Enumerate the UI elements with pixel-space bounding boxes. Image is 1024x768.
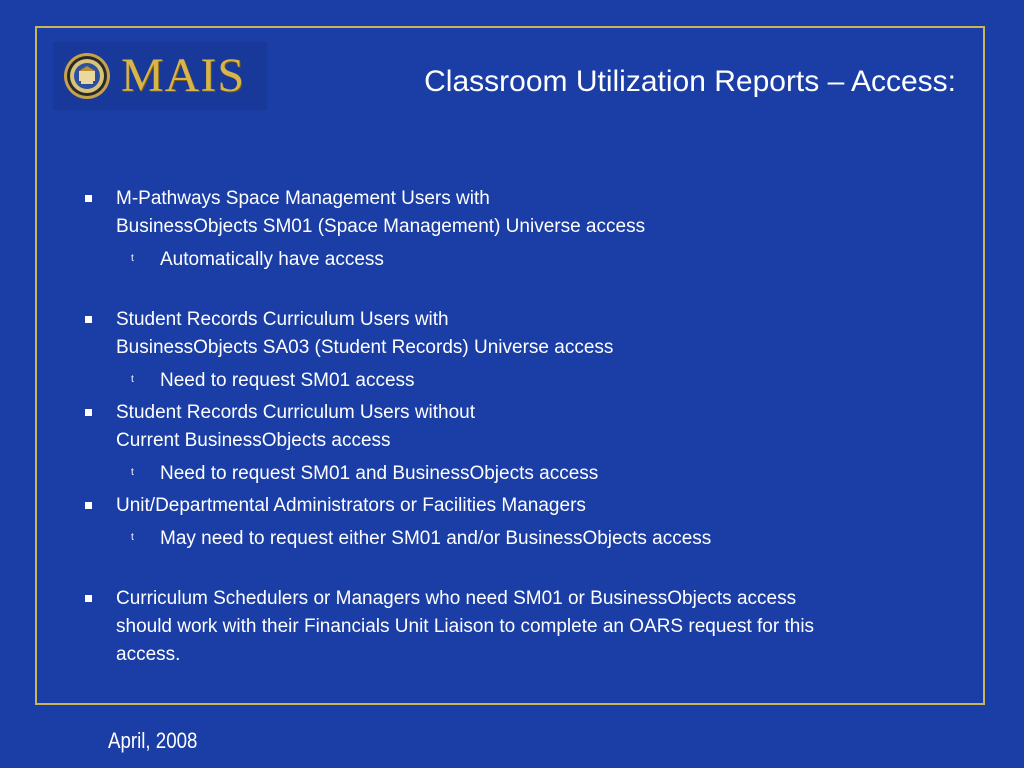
list-item xyxy=(82,585,962,669)
square-bullet-icon xyxy=(85,595,92,602)
list-item-line: BusinessObjects SA03 (Student Records) Universe access xyxy=(116,337,614,358)
mais-logo xyxy=(53,42,267,110)
list-item-line: Student Records Curriculum Users with xyxy=(116,309,449,330)
sub-bullet-icon: t xyxy=(131,532,134,543)
list-item-line: Unit/Departmental Administrators or Facilities Managers xyxy=(116,495,586,516)
square-bullet-icon xyxy=(85,195,92,202)
square-bullet-icon xyxy=(85,409,92,416)
list-item-line: should work with their Financials Unit Liaison to complete an OARS request for this xyxy=(116,616,815,637)
sub-list-item xyxy=(82,246,962,274)
sub-bullet-icon: t xyxy=(131,467,134,478)
sub-list-item-text: Automatically have access xyxy=(160,249,384,270)
list-item xyxy=(82,492,962,520)
sub-list-item-text: May need to request either SM01 and/or BusinessObjects access xyxy=(160,528,712,549)
sub-list-item-text: Need to request SM01 access xyxy=(160,370,415,391)
square-bullet-icon xyxy=(85,502,92,509)
list-item xyxy=(82,185,962,241)
sub-bullet-icon: t xyxy=(131,253,134,264)
sub-bullet-icon: t xyxy=(131,374,134,385)
sub-list-item xyxy=(82,460,962,488)
bullet-list xyxy=(82,185,962,669)
sub-list-item xyxy=(82,367,962,395)
list-item-line: access. xyxy=(116,644,181,665)
university-seal-icon xyxy=(63,52,111,100)
footer-date: April, 2008 xyxy=(108,728,198,753)
list-item xyxy=(82,399,962,455)
logo-wordmark: MAIS xyxy=(121,49,246,102)
page-title: Classroom Utilization Reports – Access: xyxy=(424,65,956,98)
list-item-line: BusinessObjects SM01 (Space Management) Universe access xyxy=(116,216,646,237)
list-item-line: M-Pathways Space Management Users with xyxy=(116,188,490,209)
list-item-line: Current BusinessObjects access xyxy=(116,430,391,451)
list-item-line: Curriculum Schedulers or Managers who need SM01 or BusinessObjects access xyxy=(116,588,797,609)
square-bullet-icon xyxy=(85,316,92,323)
sub-list-item-text: Need to request SM01 and BusinessObjects access xyxy=(160,463,599,484)
sub-list-item xyxy=(82,525,962,553)
list-item xyxy=(82,306,962,362)
list-item-line: Student Records Curriculum Users without xyxy=(116,402,476,423)
